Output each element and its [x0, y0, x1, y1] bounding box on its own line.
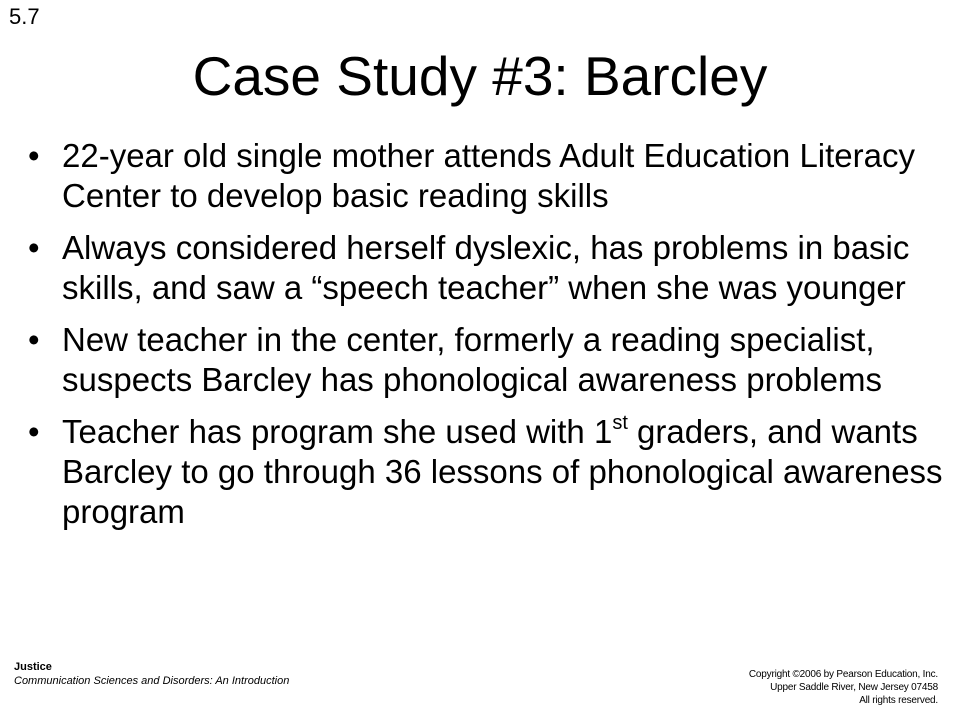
bullet-text-before: Teacher has program she used with 1 [62, 413, 613, 450]
ordinal-superscript: st [612, 412, 628, 434]
bullet-marker: • [28, 137, 40, 174]
footer-author: Justice [14, 661, 52, 673]
footer-book-title: Communication Sciences and Disorders: An Introduction [14, 675, 290, 687]
bullet-marker: • [28, 321, 40, 358]
copyright-line: All rights reserved. [859, 695, 938, 706]
bullet-marker: • [28, 229, 40, 266]
bullet-text [62, 413, 943, 530]
copyright-line: Copyright ©2006 by Pearson Education, Inc. [748, 669, 938, 680]
bullet-text: New teacher in the center, formerly a reading specialist, suspects Barcley has phonological awareness problems [62, 321, 882, 398]
bullet-text-after: graders, and wants Barcley to go through 36 lessons of phonological awareness program [62, 413, 943, 530]
bullet-item [28, 412, 948, 532]
footer-copyright [749, 668, 938, 707]
bullet-marker: • [28, 413, 40, 450]
copyright-line: Upper Saddle River, New Jersey 07458 [770, 682, 938, 693]
bullet-list [28, 136, 948, 544]
bullet-text: 22-year old single mother attends Adult Education Literacy Center to develop basic reading skills [62, 137, 916, 214]
slide-number: 5.7 [9, 4, 40, 29]
bullet-item [28, 320, 948, 400]
bullet-text: Always considered herself dyslexic, has problems in basic skills, and saw a “speech teacher” when she was younger [62, 229, 910, 306]
footer-citation [14, 660, 289, 688]
bullet-item [28, 136, 948, 216]
slide-title: Case Study #3: Barcley [192, 45, 768, 107]
bullet-item [28, 228, 948, 308]
